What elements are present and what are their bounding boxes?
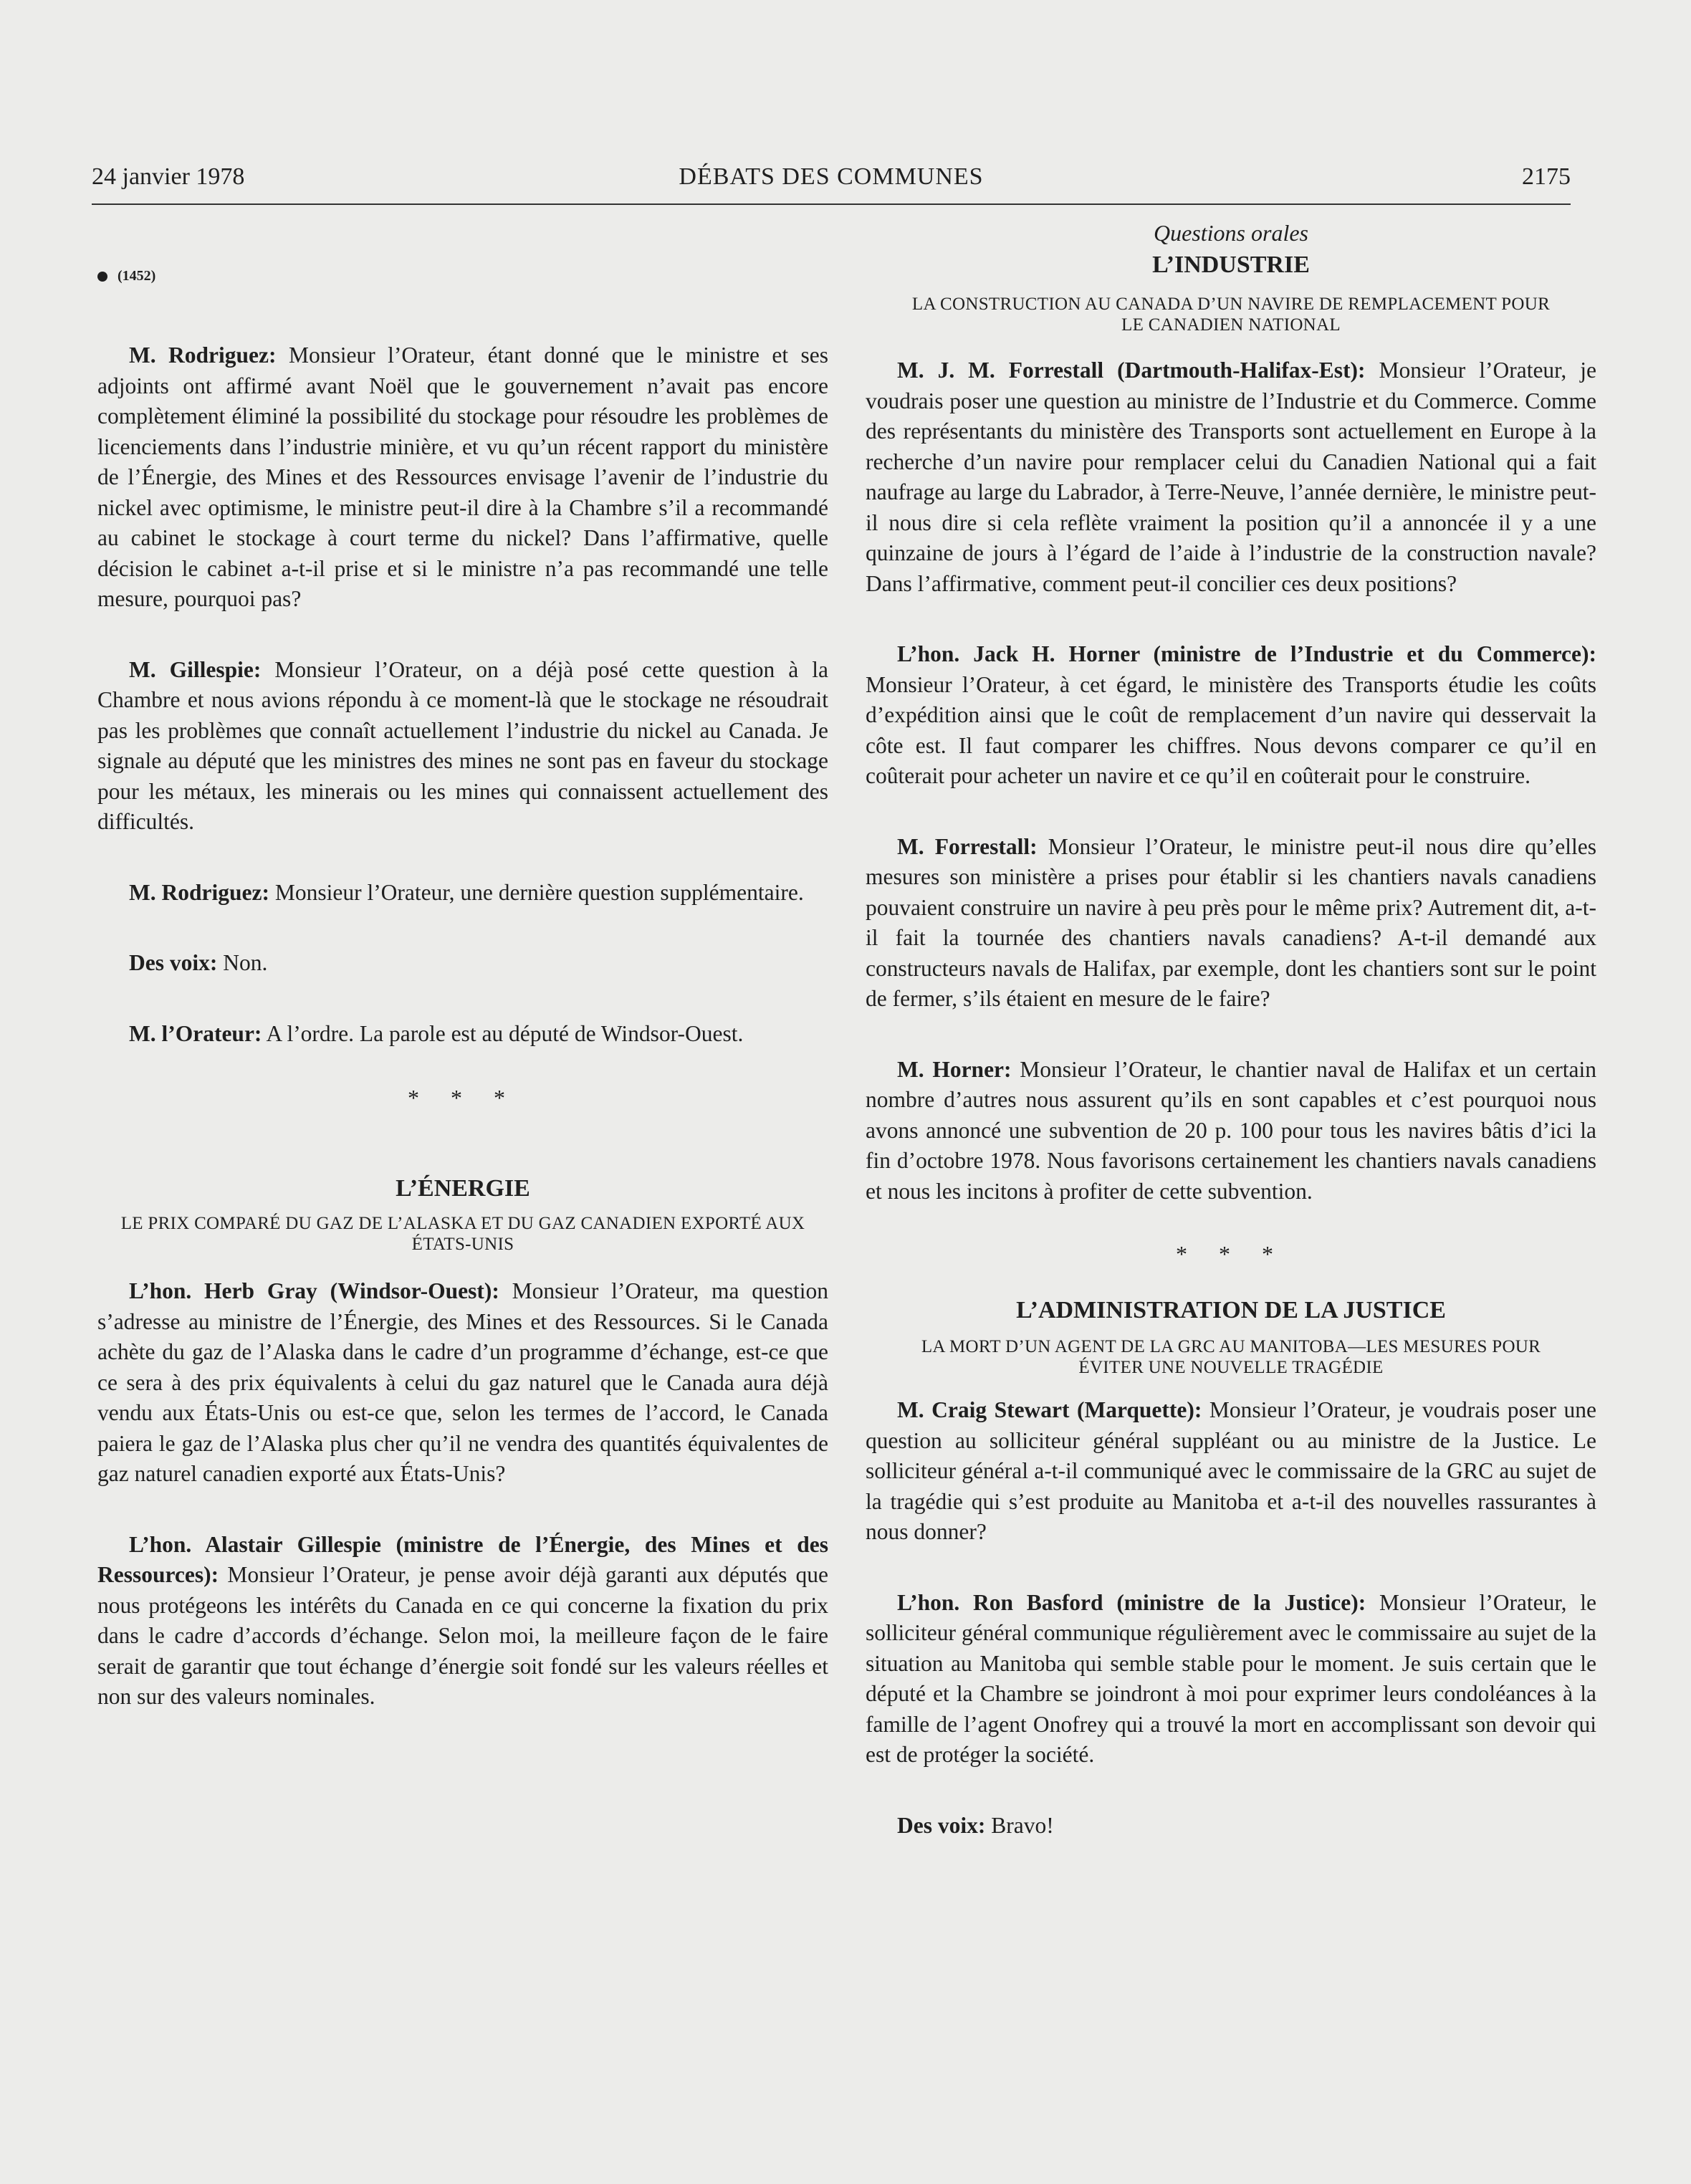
speaker-name: L’hon. Jack H. Horner (ministre de l’Industrie et du Commerce):: [897, 641, 1596, 666]
speaker-name: M. J. M. Forrestall (Dartmouth-Halifax-Est):: [897, 358, 1366, 383]
paragraph: [866, 1395, 1596, 1548]
paragraph: [866, 355, 1596, 599]
section-title: L’ADMINISTRATION DE LA JUSTICE: [1016, 1297, 1446, 1323]
speaker-name: M. Rodriguez:: [129, 343, 277, 368]
paragraph-text: Monsieur l’Orateur, je voudrais poser une question au solliciteur général suppléant ou au ministre de la Justice. Le solliciteur général a-t-il communiqué avec le commissaire de la GRC au sujet de la tragédie qui s’est produite au Manitoba et a-t-il des nouvelles rassurantes à nous donner?: [866, 1397, 1596, 1544]
paragraph-text: Monsieur l’Orateur, le chantier naval de Halifax et un certain nombre d’autres nous assurent qu’ils en sont capables et c’est pourquoi nous avons annoncé une subvention de 20 p. 100 pour tous les navires bâtis d’ici la fin d’octobre 1978. Nous favorisons certainement les chantiers navals canadiens et nous les incitons à profiter de cette subvention.: [866, 1056, 1596, 1204]
paragraph: [866, 1055, 1596, 1207]
paragraph: [97, 655, 828, 838]
paragraph-text: Monsieur l’Orateur, le solliciteur général communique régulièrement avec le commissaire au sujet de la situation au Manitoba qui semble stable pour le moment. Je suis certain que le député et la Chambre se joindront à moi pour exprimer leurs condoléances à la famille de l’agent Onofrey qui a trouvé la mort en accomplissant son devoir qui est de protéger la société.: [866, 1589, 1596, 1767]
speaker-name: M. l’Orateur:: [129, 1020, 262, 1046]
header-date: 24 janvier 1978: [92, 163, 245, 190]
page-header: [92, 161, 1571, 205]
paragraph-text: Bravo!: [985, 1812, 1054, 1838]
paragraph-text: Monsieur l’Orateur, une dernière question supplémentaire.: [269, 879, 804, 905]
bullet-icon: [97, 272, 107, 282]
speaker-name: L’hon. Alastair Gillespie (ministre de l’Énergie, des Mines et des Ressources):: [97, 1531, 828, 1587]
right-column: [866, 215, 1596, 1841]
paragraph-text: Monsieur l’Orateur, je voudrais poser une question au ministre de l’Industrie et du Commerce. Comme des représentants du ministère des Transports sont actuellement en Europe à la recherche d’un navire pour remplacer celui du Canadien National qui a fait naufrage au large du Labrador, à Terre-Neuve, l’année dernière, le ministre peut-il nous dire si cela reflète vraiment la position qu’il a annoncée il y a une quinzaine de jours à l’égard de l’aide à l’industrie de la construction navale? Dans l’affirmative, comment peut-il concilier ces deux positions?: [866, 358, 1596, 596]
paragraph-text: Monsieur l’Orateur, on a déjà posé cette question à la Chambre et nous avions répondu à ce moment-là que le stockage ne résoudrait pas les problèmes que connaît actuellement l’industrie du nickel au Canada. Je signale au député que les ministres des mines ne sont pas en faveur du stockage pour les métaux, les minerais ou les mines qui connaissent actuellement des difficultés.: [97, 656, 828, 834]
paragraph-text: Monsieur l’Orateur, à cet égard, le ministère des Transports étudie les coûts d’expédition ainsi que le coût de remplacement d’un navire qui desservait la côte est. Il faut comparer les chiffres. Nous devons comparer ce qu’il en coûterait pour acheter un navire et ce qu’il en coûterait pour le construire.: [866, 671, 1596, 788]
speaker-name: Des voix:: [897, 1812, 986, 1838]
section-separator: * * *: [1176, 1241, 1286, 1267]
speaker-name: M. Horner:: [897, 1056, 1012, 1082]
speaker-name: M. Forrestall:: [897, 833, 1038, 859]
paragraph: [866, 832, 1596, 1015]
paragraph: [97, 948, 828, 979]
paragraph-text: Monsieur l’Orateur, le ministre peut-il nous dire qu’elles mesures son ministère a prises pour établir si les chantiers navals canadiens pouvaient construire un navire à peu près pour le même prix? Autrement dit, a-t-il fait la tournée des chantiers navals canadiens? A-t-il demandé aux constructeurs navals de Halifax, par exemple, dont les chantiers sont sur le point de fermer, s’ils étaient en mesure de le faire?: [866, 833, 1596, 1011]
paragraph: [97, 340, 828, 615]
header-title: DÉBATS DES COMMUNES: [679, 163, 984, 190]
paragraph-text: Monsieur l’Orateur, je pense avoir déjà garanti aux députés que nous protégeons les intérêts du Canada en ce qui concerne la fixation du prix dans le cadre d’accords d’échange. Selon moi, la meilleure façon de le faire serait de garantir que tout échange d’énergie soit fondé sur les valeurs réelles et non sur des valeurs nominales.: [97, 1562, 828, 1709]
paragraph-text: Monsieur l’Orateur, étant donné que le ministre et ses adjoints ont affirmé avant Noël que le gouvernement n’avait pas encore complètement éliminé la possibilité du stockage pour résoudre les problèmes de licenciements dans l’industrie minière, et vu qu’un récent rapport du ministère de l’Énergie, des Mines et des Ressources envisage l’avenir de l’industrie du nickel avec optimisme, le ministre peut-il dire à la Chambre s’il a recommandé au cabinet le stockage à court terme du nickel? Dans l’affirmative, quelle décision le cabinet a-t-il prise et si le ministre n’a pas recommandé une telle mesure, pourquoi pas?: [97, 343, 829, 611]
paragraph: [866, 639, 1596, 792]
speaker-name: L’hon. Ron Basford (ministre de la Justice):: [897, 1589, 1366, 1615]
section-subheading: LE PRIX COMPARÉ DU GAZ DE L’ALASKA ET DU GAZ CANADIEN EXPORTÉ AUX ÉTATS-UNIS: [120, 1214, 805, 1254]
left-column: [97, 215, 828, 1713]
section-heading-italic: Questions orales: [1154, 220, 1308, 246]
paragraph: [97, 1276, 828, 1490]
speaker-name: M. Gillespie:: [129, 656, 262, 682]
speaker-name: M. Craig Stewart (Marquette):: [897, 1397, 1202, 1422]
timestamp-marker: [97, 268, 828, 284]
paragraph-text: Monsieur l’Orateur, ma question s’adresse au ministre de l’Énergie, des Mines et des Ressources. Si le Canada achète du gaz de l’Alaska dans le cadre d’un programme d’échange, est-ce que ce sera à des prix équivalents à celui du gaz naturel que le Canada aura déjà vendu aux États-Unis ou est-ce que, selon les termes de l’accord, le Canada paiera le gaz de l’Alaska plus cher qu’il ne vendra des quantités équivalentes de gaz naturel canadien exporté aux États-Unis?: [97, 1278, 828, 1486]
section-separator: * * *: [408, 1085, 518, 1111]
paragraph-text: Non.: [217, 950, 268, 975]
section-title: L’INDUSTRIE: [1152, 252, 1310, 278]
timestamp-text: (1452): [118, 268, 156, 284]
paragraph: [97, 878, 828, 909]
paragraph: [97, 1019, 828, 1050]
paragraph: [97, 1530, 828, 1713]
paragraph: [866, 1811, 1596, 1841]
speaker-name: Des voix:: [129, 950, 218, 975]
section-subheading: LA CONSTRUCTION AU CANADA D’UN NAVIRE DE REMPLACEMENT POUR LE CANADIEN NATIONAL: [911, 294, 1551, 335]
section-subheading: LA MORT D’UN AGENT DE LA GRC AU MANITOBA—LES MESURES POUR ÉVITER UNE NOUVELLE TRAGÉDIE: [921, 1337, 1541, 1377]
paragraph: [866, 1588, 1596, 1771]
speaker-name: M. Rodriguez:: [129, 879, 269, 905]
header-page-number: 2175: [1522, 163, 1571, 190]
speaker-name: L’hon. Herb Gray (Windsor-Ouest):: [129, 1278, 499, 1303]
paragraph-text: A l’ordre. La parole est au député de Windsor-Ouest.: [262, 1020, 744, 1046]
section-title: L’ÉNERGIE: [396, 1175, 530, 1202]
